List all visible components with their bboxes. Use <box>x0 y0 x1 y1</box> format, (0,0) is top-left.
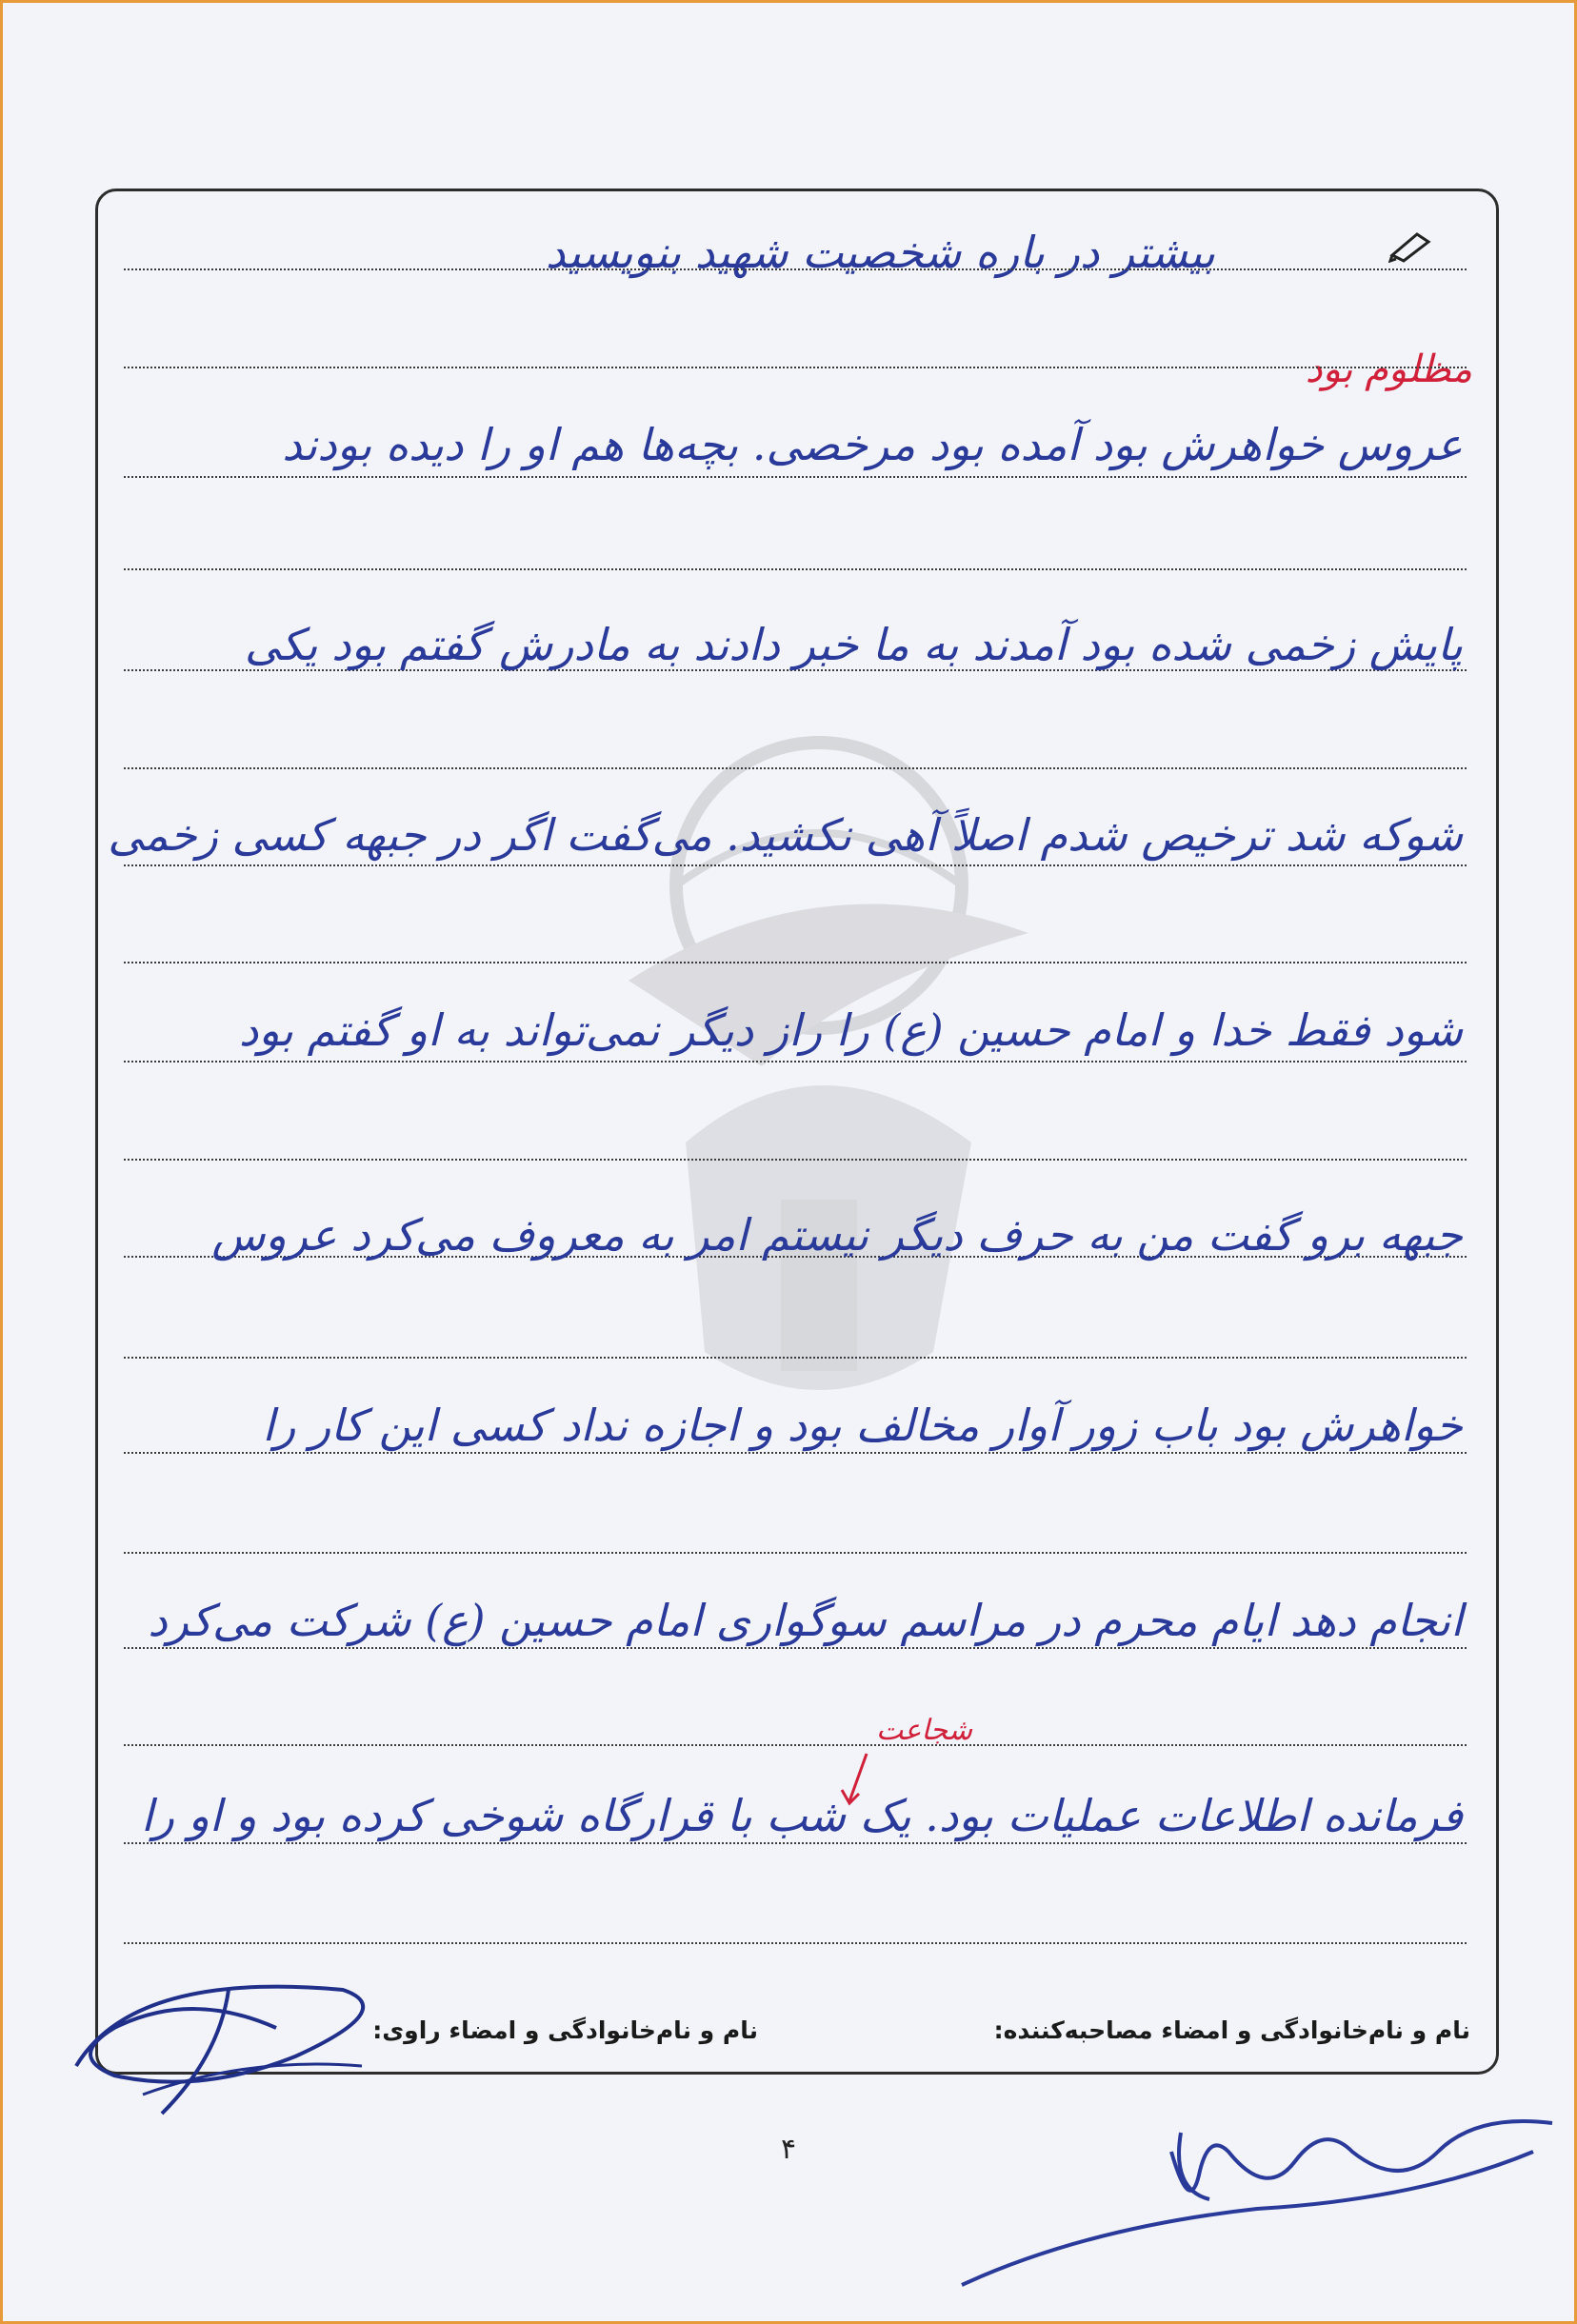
dotted-line <box>124 1942 1467 1944</box>
dotted-line <box>124 1647 1467 1649</box>
dotted-line <box>124 1744 1467 1746</box>
dotted-line <box>124 268 1467 270</box>
signature-right <box>943 2095 1562 2294</box>
dotted-line <box>124 767 1467 769</box>
watermark-emblem <box>571 666 1067 1523</box>
handwritten-line: عروس خواهرش بود آمده بود مرخصی. بچه‌ها هم او را دیده بودند <box>282 419 1463 470</box>
dotted-line <box>124 1357 1467 1359</box>
dotted-line <box>124 962 1467 963</box>
handwritten-line: شوکه شد ترخیص شدم اصلاً آهی نکشید. می‌گفت اگر در جبهه کسی زخمی <box>108 809 1463 861</box>
signature-left <box>57 1952 400 2123</box>
title-line: بیشتر در باره شخصیت شهید بنویسید <box>545 227 1215 278</box>
dotted-line <box>124 476 1467 478</box>
handwritten-line: خواهرش بود باب زور آوار مخالف بود و اجازه نداد کسی این کار را <box>262 1400 1463 1451</box>
page-number: ۴ <box>781 2133 797 2166</box>
dotted-line <box>124 367 1467 368</box>
handwritten-line: شود فقط خدا و امام حسین (ع) را راز دیگر نمی‌تواند به او گفتم بود <box>238 1004 1463 1056</box>
dotted-line <box>124 864 1467 866</box>
handwritten-line: جبهه برو گفت من به حرف دیگر نیستم امر به معروف می‌کرد عروس <box>211 1209 1463 1261</box>
dotted-line <box>124 1842 1467 1844</box>
pen-icon <box>1388 228 1434 263</box>
dotted-line <box>124 1552 1467 1554</box>
dotted-line <box>124 1452 1467 1454</box>
interviewer-label: نام و نام‌خانوادگی و امضاء مصاحبه‌کننده: <box>993 2016 1470 2044</box>
dotted-line <box>124 1159 1467 1161</box>
narrator-label: نام و نام‌خانوادگی و امضاء راوی: <box>372 2016 758 2044</box>
handwritten-line: پایش زخمی شده بود آمدند به ما خبر دادند به مادرش گفتم بود یکی <box>244 619 1463 670</box>
dotted-line <box>124 568 1467 570</box>
handwritten-line: انجام دهد ایام محرم در مراسم سوگواری امام حسین (ع) شرکت می‌کرد <box>148 1595 1463 1646</box>
margin-note-shojaat: شجاعت <box>876 1714 973 1747</box>
handwritten-line: فرمانده اطلاعات عملیات بود. یک شب با قرارگاه شوخی کرده بود و او را <box>141 1790 1463 1841</box>
margin-note-top: مظلوم بود <box>1305 348 1472 391</box>
dotted-line <box>124 1061 1467 1063</box>
arrow-icon <box>838 1752 876 1809</box>
